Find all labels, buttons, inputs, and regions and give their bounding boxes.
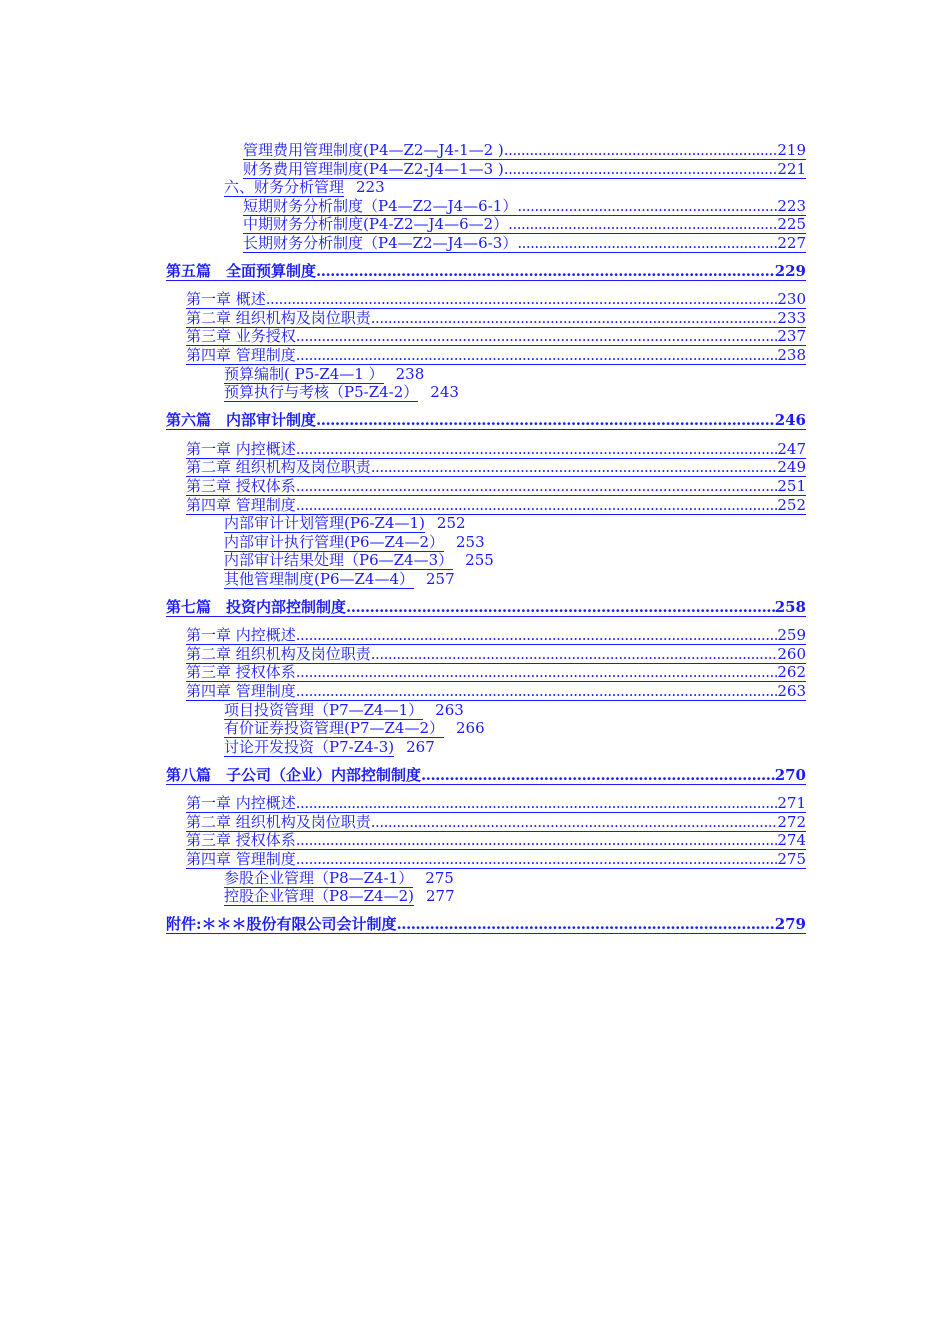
toc-entry-title: 第一章 概述 (186, 290, 266, 308)
toc-chapter-entry[interactable] (186, 626, 806, 645)
toc-chapter-entry[interactable] (186, 794, 806, 813)
toc-page-number: 246 (774, 411, 806, 429)
toc-dot-leader (371, 458, 778, 476)
toc-dot-leader (296, 831, 778, 849)
toc-entry-title: 内部审计计划管理(P6-Z4—1) (224, 514, 425, 532)
toc-dot-leader (266, 290, 778, 308)
toc-subsection-entry[interactable] (224, 887, 455, 905)
toc-chapter-entry[interactable] (186, 645, 806, 664)
toc-chapter-entry[interactable] (186, 458, 806, 477)
toc-dot-leader (296, 682, 778, 700)
toc-subsection-entry[interactable] (224, 701, 464, 719)
toc-entry-title: 中期财务分析制度(P4-Z2—J4—6—2） (243, 215, 509, 233)
toc-entry-title: 第六篇 内部审计制度 (166, 411, 317, 429)
toc-chapter-entry[interactable] (186, 831, 806, 850)
toc-dot-leader (346, 598, 775, 616)
toc-page-number: 270 (774, 766, 806, 784)
toc-entry-title: 第八篇 子公司（企业）内部控制制度 (166, 766, 422, 784)
toc-page-number: 252 (436, 514, 466, 532)
toc-entry-title: 第三章 授权体系 (186, 477, 296, 495)
toc-chapter-entry[interactable] (186, 663, 806, 682)
toc-entry-title: 长期财务分析制度（P4—Z2—J4—6-3） (243, 234, 518, 252)
toc-part-entry[interactable] (166, 766, 806, 785)
toc-subsection-entry[interactable] (224, 365, 424, 383)
toc-part-entry[interactable] (166, 411, 806, 430)
toc-page-number: 275 (777, 850, 806, 868)
toc-entry-title: 预算执行与考核（P5-Z4-2） (224, 383, 419, 401)
toc-chapter-entry[interactable] (186, 327, 806, 346)
toc-subsection-entry[interactable] (243, 141, 806, 160)
toc-dot-leader (371, 645, 778, 663)
toc-dot-leader (296, 346, 778, 364)
toc-page-number: 243 (430, 383, 459, 401)
toc-entry-title: 第二章 组织机构及岗位职责 (186, 458, 371, 476)
toc-subsection-entry[interactable] (224, 869, 454, 887)
toc-page-number: 266 (456, 719, 485, 737)
toc-entry-title: 内部审计结果处理（P6—Z4—3） (224, 551, 454, 569)
toc-entry-title: 控股企业管理（P8—Z4—2) (224, 887, 414, 905)
toc-page-number: 262 (777, 663, 806, 681)
toc-subsection-entry[interactable] (224, 383, 459, 401)
toc-subsection-entry[interactable] (224, 719, 485, 737)
toc-page-number: 274 (777, 831, 806, 849)
toc-chapter-entry[interactable] (186, 477, 806, 496)
toc-entry-title: 短期财务分析制度（P4—Z2—J4—6-1） (243, 197, 518, 215)
toc-subsection-entry[interactable] (224, 533, 485, 551)
toc-entry-title: 其他管理制度(P6—Z4—4） (224, 570, 414, 588)
toc-entry-title: 第七篇 投资内部控制制度 (166, 598, 347, 616)
toc-page-number: 263 (777, 682, 806, 700)
toc-page-number: 252 (777, 496, 806, 514)
toc-subsection-entry[interactable] (243, 197, 806, 216)
toc-dot-leader (296, 850, 778, 868)
toc-entry-title: 第四章 管理制度 (186, 850, 296, 868)
toc-part-entry[interactable] (166, 598, 806, 617)
toc-subsection-entry[interactable] (224, 551, 494, 569)
toc-dot-leader (316, 262, 775, 280)
toc-page-number: 223 (356, 178, 385, 196)
toc-chapter-entry[interactable] (186, 346, 806, 365)
toc-entry-title: 第二章 组织机构及岗位职责 (186, 645, 371, 663)
toc-dot-leader (397, 915, 775, 933)
toc-page-number: 275 (425, 869, 454, 887)
toc-entry-title: 第一章 内控概述 (186, 440, 296, 458)
toc-dot-leader (316, 411, 775, 429)
toc-entry-title: 第二章 组织机构及岗位职责 (186, 813, 371, 831)
toc-page-number: 253 (456, 533, 485, 551)
toc-dot-leader (504, 141, 778, 159)
toc-entry-title: 项目投资管理（P7—Z4—1） (224, 701, 424, 719)
toc-entry-title: 第四章 管理制度 (186, 496, 296, 514)
toc-dot-leader (517, 234, 777, 252)
toc-dot-leader (296, 440, 778, 458)
toc-dot-leader (296, 663, 778, 681)
toc-page-number: 247 (777, 440, 806, 458)
toc-subsection-entry[interactable] (224, 570, 455, 588)
toc-entry-title: 预算编制( P5-Z4—1 ） (224, 365, 384, 383)
toc-entry-title: 有价证券投资管理(P7—Z4—2） (224, 719, 444, 737)
toc-subsection-entry[interactable] (224, 178, 385, 196)
toc-dot-leader (504, 160, 778, 178)
toc-dot-leader (296, 794, 778, 812)
toc-entry-title: 讨论开发投资（P7-Z4-3) (224, 738, 395, 756)
toc-page-number: 249 (777, 458, 806, 476)
toc-entry-title: 六、财务分析管理 (224, 178, 345, 196)
toc-page-number: 233 (777, 309, 806, 327)
toc-page-number: 279 (774, 915, 806, 933)
toc-dot-leader (508, 215, 777, 233)
toc-page-number: 230 (777, 290, 806, 308)
toc-dot-leader (296, 327, 778, 345)
toc-page-number: 238 (777, 346, 806, 364)
toc-entry-title: 第三章 授权体系 (186, 831, 296, 849)
toc-page-number: 223 (777, 197, 806, 215)
toc-page-number: 227 (777, 234, 806, 252)
toc-dot-leader (517, 197, 777, 215)
toc-page-number: 277 (426, 887, 455, 905)
toc-page-number: 237 (777, 327, 806, 345)
toc-dot-leader (421, 766, 775, 784)
toc-dot-leader (371, 309, 778, 327)
toc-chapter-entry[interactable] (186, 309, 806, 328)
toc-entry-title: 第一章 内控概述 (186, 626, 296, 644)
toc-page-number: 219 (777, 141, 806, 159)
toc-page-number: 260 (777, 645, 806, 663)
toc-entry-title: 附件:＊＊＊股份有限公司会计制度 (166, 915, 397, 933)
toc-page-number: 257 (426, 570, 455, 588)
toc-subsection-entry[interactable] (243, 234, 806, 253)
toc-page-number: 263 (435, 701, 464, 719)
toc-chapter-entry[interactable] (186, 813, 806, 832)
toc-page-number: 255 (465, 551, 494, 569)
toc-chapter-entry[interactable] (186, 682, 806, 701)
toc-page-number: 271 (777, 794, 806, 812)
toc-part-entry[interactable] (166, 915, 806, 934)
toc-subsection-entry[interactable] (224, 738, 435, 756)
toc-dot-leader (296, 496, 778, 514)
toc-subsection-entry[interactable] (243, 160, 806, 179)
toc-dot-leader (296, 477, 778, 495)
toc-entry-title: 第二章 组织机构及岗位职责 (186, 309, 371, 327)
toc-chapter-entry[interactable] (186, 440, 806, 459)
toc-entry-title: 第三章 业务授权 (186, 327, 296, 345)
toc-entry-title: 第三章 授权体系 (186, 663, 296, 681)
toc-entry-title: 第一章 内控概述 (186, 794, 296, 812)
toc-dot-leader (371, 813, 778, 831)
toc-page-number: 272 (777, 813, 806, 831)
toc-page-number: 251 (777, 477, 806, 495)
toc-chapter-entry[interactable] (186, 496, 806, 515)
toc-page-number: 238 (395, 365, 425, 383)
toc-entry-title: 第五篇 全面预算制度 (166, 262, 317, 280)
toc-entry-title: 参股企业管理（P8—Z4-1） (224, 869, 414, 887)
toc-part-entry[interactable] (166, 262, 806, 281)
toc-page-number: 267 (406, 738, 435, 756)
toc-dot-leader (296, 626, 778, 644)
toc-entry-title: 第四章 管理制度 (186, 346, 296, 364)
toc-entry-title: 内部审计执行管理(P6—Z4—2） (224, 533, 444, 551)
toc-chapter-entry[interactable] (186, 850, 806, 869)
toc-entry-title: 财务费用管理制度(P4—Z2-J4—1—3 ) (243, 160, 504, 178)
toc-subsection-entry[interactable] (243, 215, 806, 234)
toc-entry-title: 第四章 管理制度 (186, 682, 296, 700)
toc-page-number: 259 (777, 626, 806, 644)
toc-page-number: 258 (774, 598, 806, 616)
toc-page-number: 225 (777, 215, 806, 233)
toc-entry-title: 管理费用管理制度(P4—Z2—J4-1—2 ) (243, 141, 504, 159)
toc-chapter-entry[interactable] (186, 290, 806, 309)
toc-page-number: 229 (774, 262, 806, 280)
toc-page-number: 221 (777, 160, 806, 178)
toc-subsection-entry[interactable] (224, 514, 466, 532)
